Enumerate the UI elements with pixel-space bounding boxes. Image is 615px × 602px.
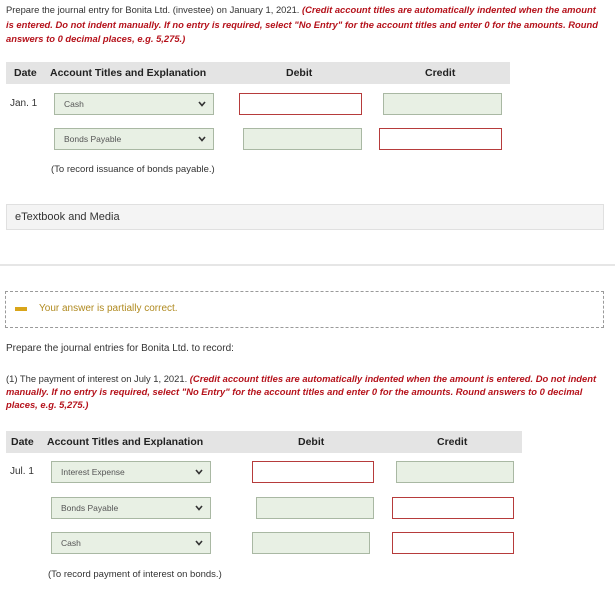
account-select[interactable]: Interest Expense	[51, 461, 211, 483]
instructions-emphasis: (Credit account titles are automatically indented when the amount is entered. Do not indent manually. If no entry is required, select "No Entry" for the account titles and enter 0 for the amounts. Round answers to 0 decimal places, e.g. 5,275.)	[6, 373, 597, 410]
instructions-part1	[6, 3, 606, 47]
header-credit: Credit	[425, 67, 456, 79]
instructions-part2	[6, 372, 609, 411]
journal-header-2	[6, 431, 522, 453]
debit-input[interactable]	[239, 93, 362, 115]
instructions-emphasis: (Credit account titles are automatically indented when the amount is entered. Do not indent manually. If no entry is required, select "No Entry" for the account titles and enter 0 for the amounts. Round answers to 0 decimal places, e.g. 5,275.)	[6, 4, 598, 44]
chevron-down-icon	[194, 466, 204, 478]
chevron-down-icon	[194, 502, 204, 514]
instructions-intro: Prepare the journal entry for Bonita Ltd. (investee) on January 1, 2021.	[6, 4, 300, 15]
partial-correct-icon	[15, 307, 27, 311]
section-divider	[0, 264, 615, 266]
part2-intro: Prepare the journal entries for Bonita Ltd. to record:	[6, 343, 234, 354]
debit-input[interactable]	[252, 461, 374, 483]
header-debit: Debit	[298, 436, 325, 448]
feedback-message: Your answer is partially correct.	[39, 303, 178, 314]
account-select[interactable]: Cash	[54, 93, 214, 115]
header-account: Account Titles and Explanation	[47, 436, 204, 448]
chevron-down-icon	[197, 133, 207, 145]
entry-date-1: Jan. 1	[10, 98, 38, 109]
header-credit: Credit	[437, 436, 468, 448]
header-date: Date	[14, 67, 37, 79]
chevron-down-icon	[194, 537, 204, 549]
entry-date-2: Jul. 1	[10, 466, 34, 477]
account-select[interactable]: Bonds Payable	[51, 497, 211, 519]
entry-memo-1: (To record issuance of bonds payable.)	[51, 164, 215, 175]
credit-input[interactable]	[396, 461, 514, 483]
debit-input[interactable]	[252, 532, 370, 554]
account-select[interactable]: Cash	[51, 532, 211, 554]
feedback-notice	[5, 291, 604, 328]
header-account: Account Titles and Explanation	[50, 67, 207, 79]
chevron-down-icon	[197, 98, 207, 110]
account-select[interactable]: Bonds Payable	[54, 128, 214, 150]
debit-input[interactable]	[256, 497, 374, 519]
header-date: Date	[11, 436, 34, 448]
entry-memo-2: (To record payment of interest on bonds.)	[48, 569, 222, 580]
etextbook-media-link[interactable]: eTextbook and Media	[6, 204, 604, 230]
journal-header-1	[6, 62, 510, 84]
credit-input[interactable]	[392, 497, 514, 519]
credit-input[interactable]	[392, 532, 514, 554]
credit-input[interactable]	[383, 93, 502, 115]
header-debit: Debit	[286, 67, 313, 79]
question-prefix: (1) The payment of interest on July 1, 2021.	[6, 373, 188, 384]
debit-input[interactable]	[243, 128, 362, 150]
credit-input[interactable]	[379, 128, 502, 150]
